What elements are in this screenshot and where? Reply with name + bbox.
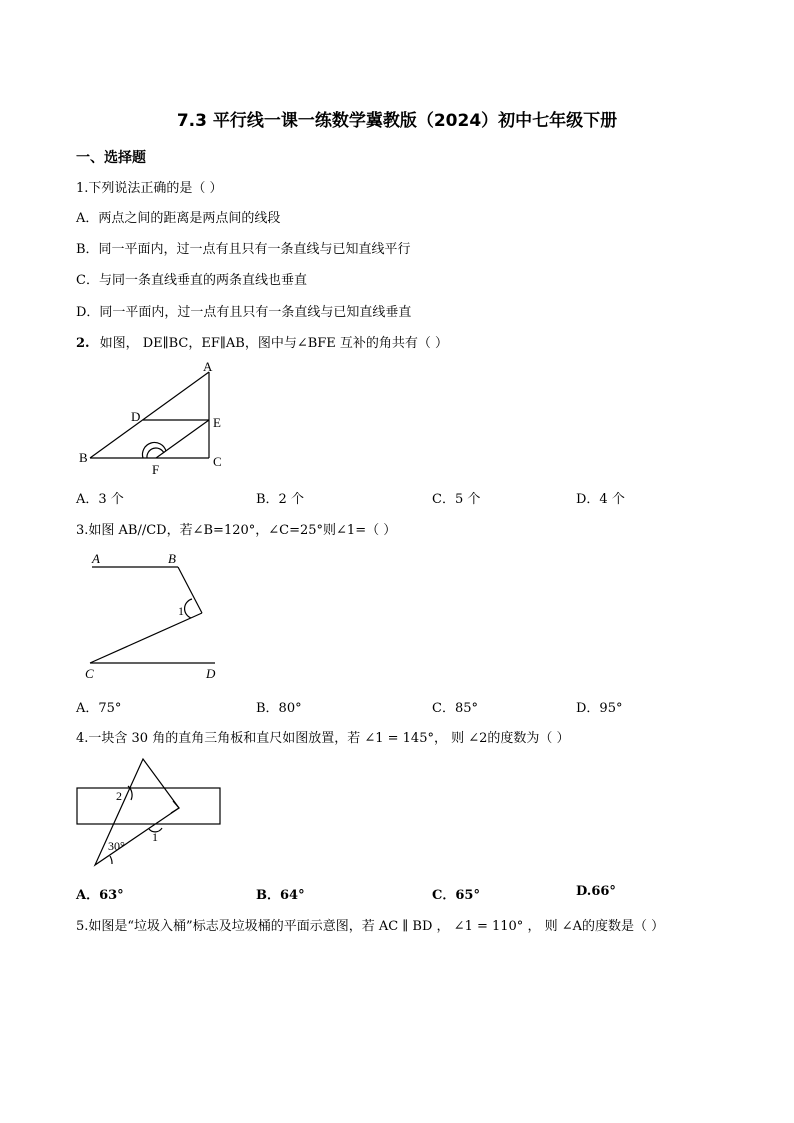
q4-label-1: 1 <box>152 830 158 844</box>
q3-line-1c <box>90 613 202 663</box>
q2-label-b: B <box>79 450 88 465</box>
q3-option-b: B．80° <box>256 701 302 716</box>
q1-option-c: C．与同一条直线垂直的两条直线也垂直 <box>76 273 307 288</box>
q1-stem: 1.下列说法正确的是（ ） <box>76 181 223 196</box>
q4-ruler <box>77 788 220 824</box>
q2-label-e: E <box>213 415 221 430</box>
q2-angle-arc-inner <box>147 448 164 458</box>
q2-figure <box>70 355 240 475</box>
q2-stem-row <box>76 332 448 351</box>
q2-label-f: F <box>152 462 160 475</box>
q4-option-d: D.66° <box>576 884 616 899</box>
q5-stem: 5.如图是“垃圾入桶”标志及垃圾桶的平面示意图，若 AC ∥ BD ， ∠1 = 110° ， 则 ∠A的度数是（ ） <box>76 919 665 934</box>
q4-option-b: B．64° <box>256 888 305 903</box>
q2-option-d: D．4 个 <box>576 492 625 507</box>
q2-number: 2. <box>76 336 90 351</box>
q4-option-c: C．65° <box>432 888 480 903</box>
q4-label-30: 30° <box>108 839 125 853</box>
q3-option-c: C．85° <box>432 701 478 716</box>
q2-label-a: A <box>203 359 213 374</box>
q3-label-a: A <box>92 551 100 566</box>
q2-option-b: B．2 个 <box>256 492 304 507</box>
page-title: 7.3 平行线一课一练数学冀教版（2024）初中七年级下册 <box>176 111 618 131</box>
q3-option-a: A．75° <box>76 701 122 716</box>
q3-option-d: D．95° <box>576 701 623 716</box>
q4-stem: 4.一块含 30 角的直角三角板和直尺如图放置，若 ∠1 = 145°， 则 ∠2的度数为（ ） <box>76 731 570 746</box>
q3-label-d: D <box>206 666 216 681</box>
q2-option-a: A．3 个 <box>76 492 124 507</box>
q3-stem: 3.如图 AB//CD，若∠B=120°，∠C=25°则∠1=（ ） <box>76 523 397 538</box>
q3-angle-arc <box>185 599 192 618</box>
q3-label-b: B <box>168 551 176 566</box>
q4-angle30-arc <box>110 856 112 864</box>
q3-label-c: C <box>85 666 94 681</box>
q1-option-b: B．同一平面内，过一点有且只有一条直线与已知直线平行 <box>76 242 411 257</box>
q2-line-ab <box>90 372 209 458</box>
q2-stem: 如图， DE∥BC，EF∥AB，图中与∠BFE 互补的角共有（ ） <box>99 336 449 351</box>
q4-label-2: 2 <box>116 789 122 803</box>
q4-figure <box>70 752 230 874</box>
q4-option-a: A．63° <box>76 888 124 903</box>
q4-right-angle-mark <box>171 801 179 813</box>
q3-figure <box>80 545 230 685</box>
q1-option-d: D．同一平面内，过一点有且只有一条直线与已知直线垂直 <box>76 305 412 320</box>
q1-option-a: A．两点之间的距离是两点间的线段 <box>76 211 281 226</box>
q2-option-c: C．5 个 <box>432 492 481 507</box>
q2-label-c: C <box>213 454 222 469</box>
section-heading: 一、选择题 <box>76 150 146 166</box>
q3-label-1: 1 <box>178 604 184 618</box>
q2-label-d: D <box>131 409 141 424</box>
